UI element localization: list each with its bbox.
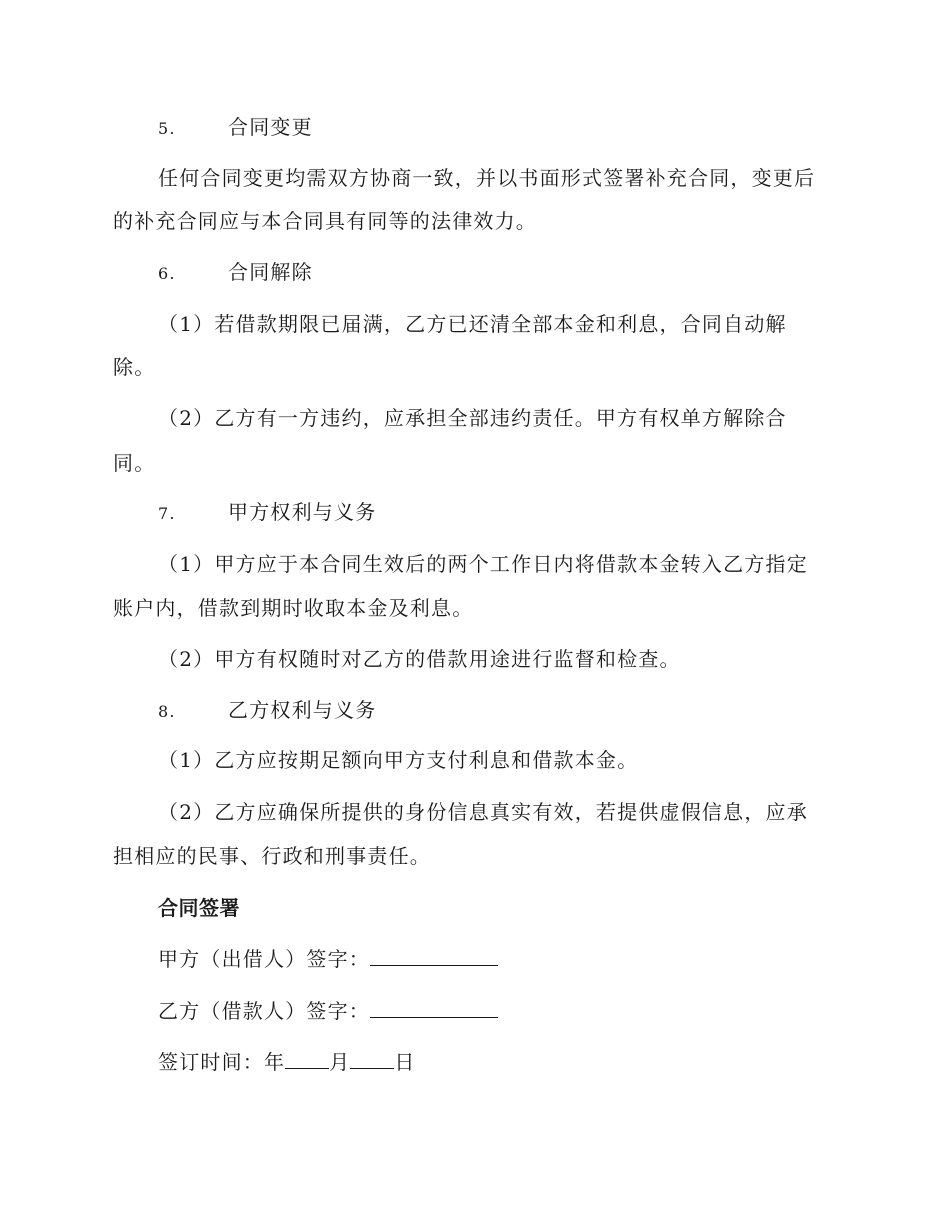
paragraph-line: 任何合同变更均需双方协商一致，并以书面形式签署补充合同，变更后 bbox=[158, 166, 816, 190]
list-item-line: 担相应的民事、行政和刑事责任。 bbox=[113, 844, 431, 868]
month-blank bbox=[285, 1050, 329, 1069]
signature-heading: 合同签署 bbox=[158, 896, 240, 920]
party-b-label: 乙方（借款人）签字： bbox=[158, 999, 370, 1023]
section-title: 甲方权利与义务 bbox=[228, 500, 377, 524]
list-item-line: （1）甲方应于本合同生效后的两个工作日内将借款本金转入乙方指定 bbox=[158, 552, 808, 576]
section-5-heading bbox=[158, 113, 313, 143]
party-b-signature-blank bbox=[370, 999, 498, 1018]
month-label: 月 bbox=[329, 1050, 351, 1074]
list-item-line: 除。 bbox=[113, 355, 156, 379]
party-a-signature-blank bbox=[370, 947, 498, 966]
day-label: 日 bbox=[394, 1050, 416, 1074]
signing-date-row bbox=[158, 1048, 416, 1076]
party-a-signature-row bbox=[158, 945, 498, 973]
section-number: 6. bbox=[158, 264, 176, 283]
section-title: 乙方权利与义务 bbox=[228, 698, 377, 722]
list-item-line: 同。 bbox=[113, 451, 156, 475]
list-item-line: （2）甲方有权随时对乙方的借款用途进行监督和检查。 bbox=[158, 647, 681, 671]
list-item-line: 账户内，借款到期时收取本金及利息。 bbox=[113, 596, 474, 620]
section-title: 合同解除 bbox=[228, 260, 313, 284]
party-b-signature-row bbox=[158, 997, 498, 1025]
list-item-line: （2）乙方应确保所提供的身份信息真实有效，若提供虚假信息，应承 bbox=[158, 800, 808, 824]
date-label: 签订时间： bbox=[158, 1050, 264, 1074]
section-8-heading bbox=[158, 696, 376, 726]
section-title: 合同变更 bbox=[228, 115, 313, 139]
list-item-line: （1）乙方应按期足额向甲方支付利息和借款本金。 bbox=[158, 748, 639, 772]
paragraph-line: 的补充合同应与本合同具有同等的法律效力。 bbox=[113, 209, 537, 233]
day-blank bbox=[350, 1050, 394, 1069]
party-a-label: 甲方（出借人）签字： bbox=[158, 947, 370, 971]
year-label: 年 bbox=[264, 1050, 286, 1074]
section-number: 7. bbox=[158, 504, 176, 523]
section-number: 5. bbox=[158, 119, 176, 138]
list-item-line: （1）若借款期限已届满，乙方已还清全部本金和利息，合同自动解 bbox=[158, 312, 787, 336]
section-number: 8. bbox=[158, 702, 176, 721]
section-6-heading bbox=[158, 258, 313, 288]
list-item-line: （2）乙方有一方违约，应承担全部违约责任。甲方有权单方解除合 bbox=[158, 406, 787, 430]
section-7-heading bbox=[158, 498, 376, 528]
